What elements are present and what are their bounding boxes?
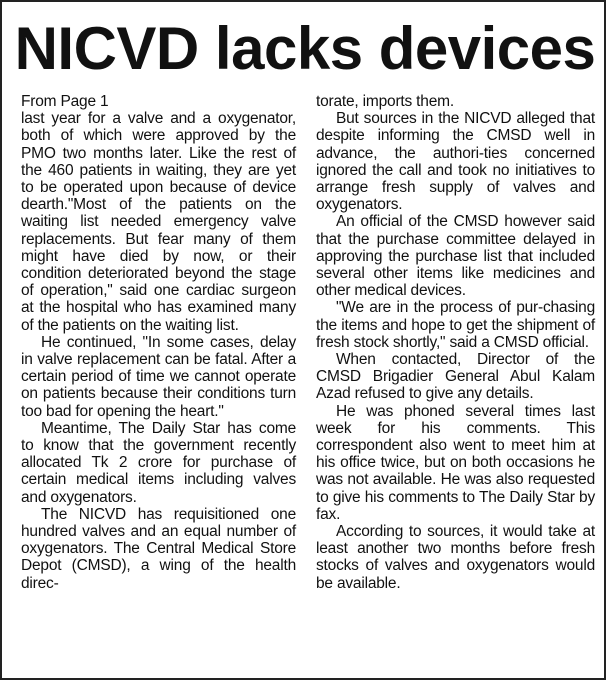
paragraph: The NICVD has requisitioned one hundred valves and an equal number of oxygenators. The Central Medical Store Depot (CMSD), a wing of the health direc- [21,505,296,592]
paragraph: last year for a valve and a oxygenator, both of which were approved by the PMO two months later. Like the rest of the 460 patients in waiting, they are yet to be operated upon because of device dearth."Most of the patients on the waiting list needed emergency valve replacements. But fear many of them might have died by now, or their condition deteriorated beyond the stage of operation," said one cardiac surgeon at the hospital who has examined many of the patients on the waiting list. [21,110,296,334]
left-column [21,93,296,592]
paragraph: He was phoned several times last week for his comments. This correspondent also went to meet him at his office twice, but on both occasions he was not available. He was also requested to give his comments to The Daily Star by fax. [316,402,595,523]
right-column [316,93,595,592]
paragraph: But sources in the NICVD alleged that despite informing the CMSD well in advance, the authori-ties concerned ignored the call and took no initiatives to arrange fresh supply of valves and oxygenators. [316,110,595,214]
paragraph: torate, imports them. [316,93,454,110]
paragraph: An official of the CMSD however said that the purchase committee delayed in approving the purchase list that included several other items like medicines and other medical devices. [316,213,595,300]
headline: NICVD lacks devices [14,15,596,82]
paragraph: "We are in the process of pur-chasing the items and hope to get the shipment of fresh stock shortly," said a CMSD official. [316,299,595,351]
continuation-label: From Page 1 [21,93,109,110]
paragraph: He continued, "In some cases, delay in valve replacement can be fatal. After a certain period of time we cannot operate on patients because their conditions turn too bad for opening the heart." [21,333,296,420]
paragraph: Meantime, The Daily Star has come to know that the government recently allocated Tk 2 crore for purchase of certain medical items including valves and oxygenators. [21,419,296,506]
paragraph: When contacted, Director of the CMSD Brigadier General Abul Kalam Azad refused to give any details. [316,351,595,403]
paragraph: According to sources, it would take at least another two months before fresh stocks of valves and oxygenators would be available. [316,523,595,592]
